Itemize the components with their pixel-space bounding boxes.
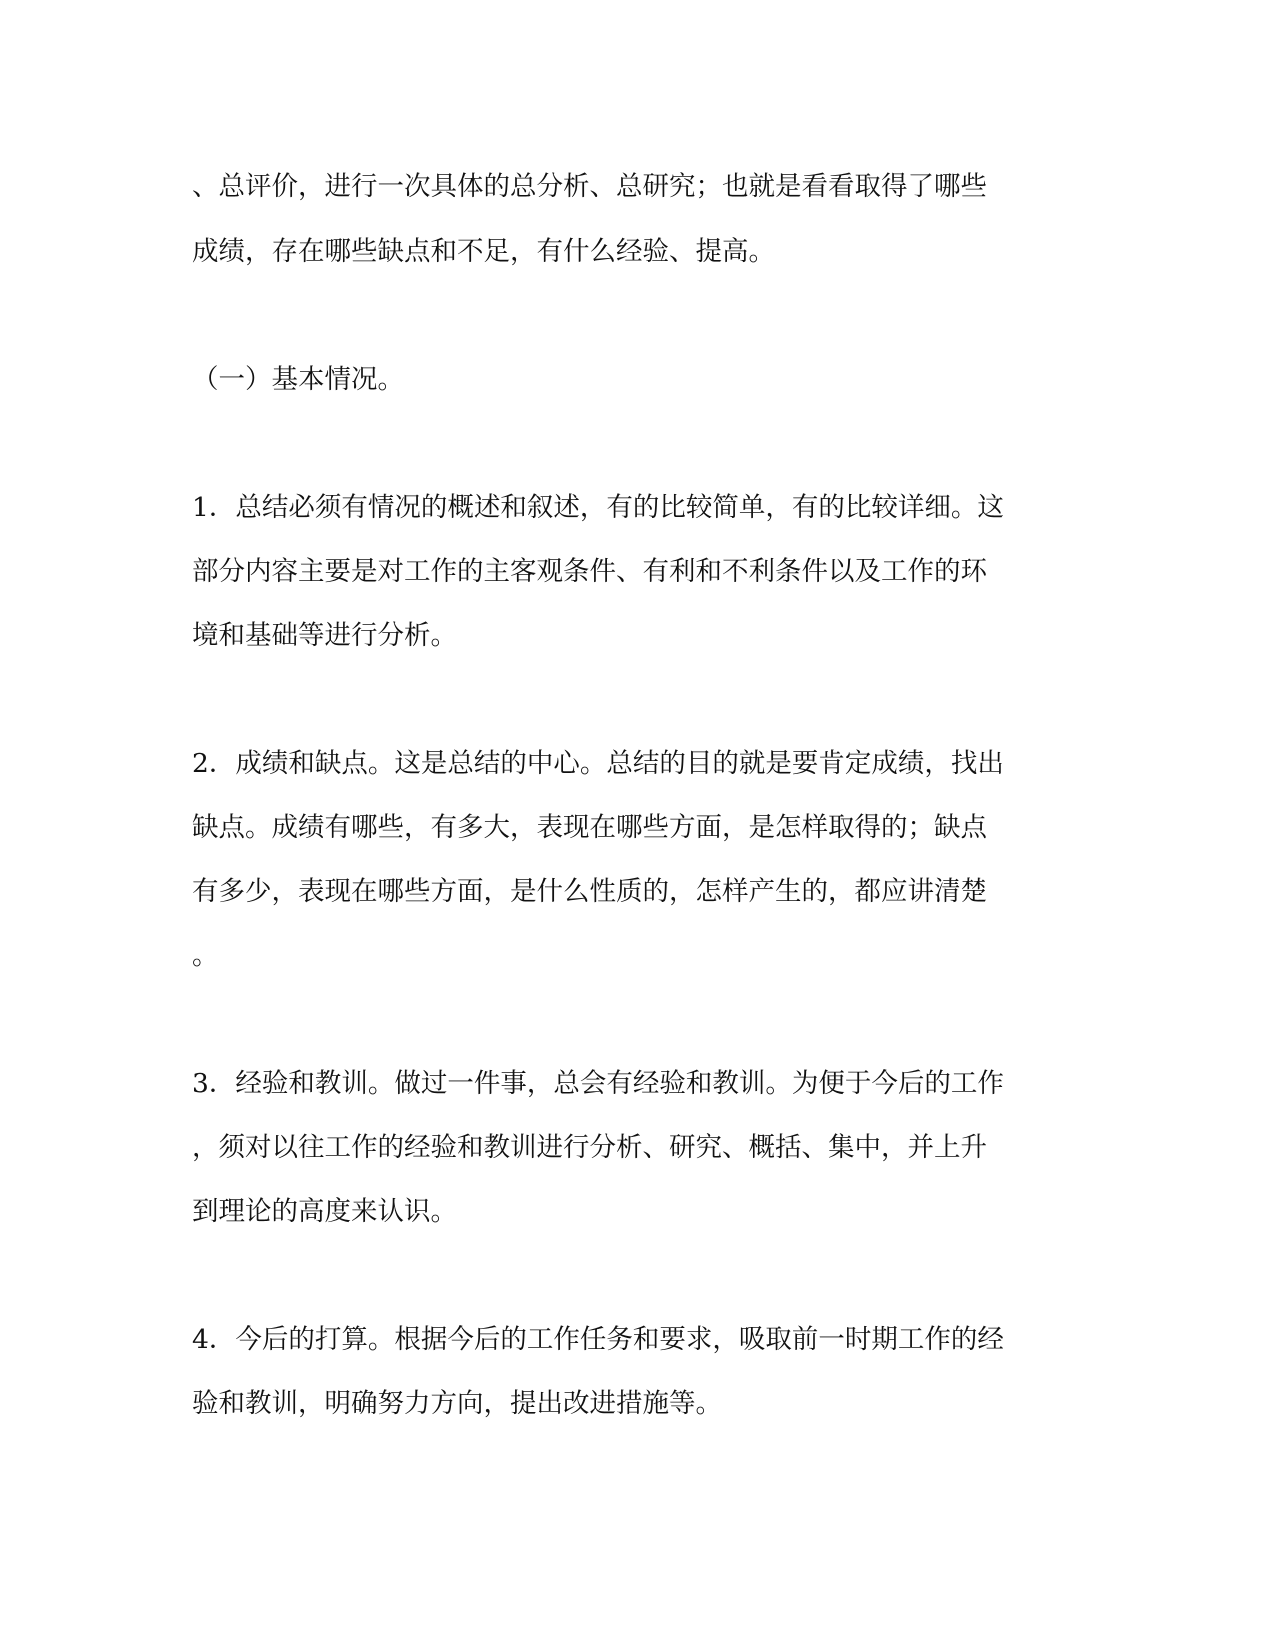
- text-line: 3．经验和教训。做过一件事，总会有经验和教训。为便于今后的工作: [192, 1068, 1004, 1099]
- text-line: 部分内容主要是对工作的主客观条件、有利和不利条件以及工作的环: [192, 556, 987, 587]
- text-line: 2．成绩和缺点。这是总结的中心。总结的目的就是要肯定成绩，找出: [192, 748, 1004, 779]
- text-line: 缺点。成绩有哪些，有多大，表现在哪些方面，是怎样取得的；缺点: [192, 812, 987, 843]
- text-line: 。: [192, 940, 219, 971]
- text-line: 有多少，表现在哪些方面，是什么性质的，怎样产生的，都应讲清楚: [192, 876, 987, 907]
- text-line: 到理论的高度来认识。: [192, 1196, 457, 1227]
- text-line: 4．今后的打算。根据今后的工作任务和要求，吸取前一时期工作的经: [192, 1324, 1004, 1355]
- text-line: ，须对以往工作的经验和教训进行分析、研究、概括、集中，并上升: [192, 1132, 987, 1163]
- text-line: 成绩，存在哪些缺点和不足，有什么经验、提高。: [192, 236, 775, 267]
- text-line: 1．总结必须有情况的概述和叙述，有的比较简单，有的比较详细。这: [192, 492, 1004, 523]
- text-line: 境和基础等进行分析。: [192, 620, 457, 651]
- text-line: 验和教训，明确努力方向，提出改进措施等。: [192, 1388, 722, 1419]
- text-line: 、总评价，进行一次具体的总分析、总研究；也就是看看取得了哪些: [192, 171, 987, 202]
- section-heading: （一）基本情况。: [192, 364, 404, 395]
